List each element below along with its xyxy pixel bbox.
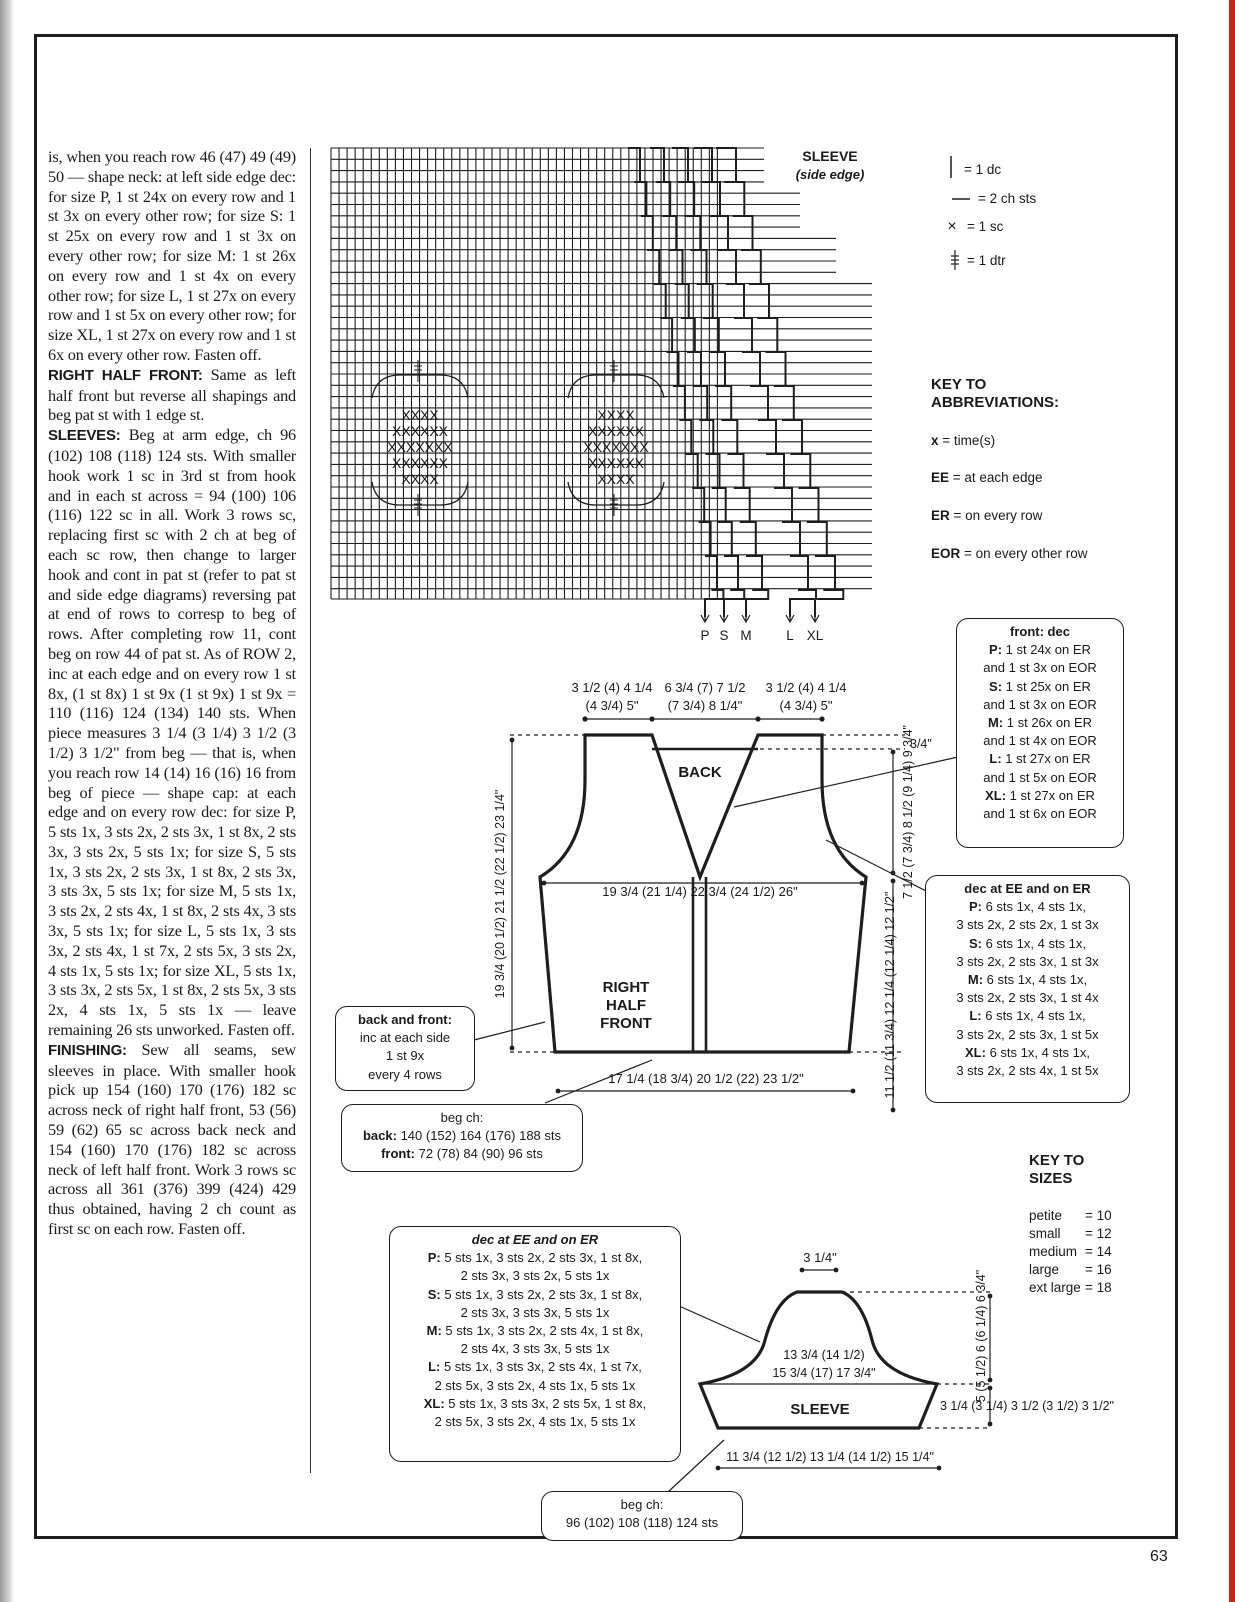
callout-line: 2 sts 3x, 3 sts 3x, 5 sts 1x bbox=[460, 1304, 610, 1320]
size-row-medium: medium = 14 bbox=[1029, 1244, 1112, 1259]
dim-lower-width: 17 1/4 (18 3/4) 20 1/2 (22) 23 1/2" bbox=[608, 1071, 804, 1086]
callout-line: M: 1 st 26x on ER bbox=[987, 715, 1093, 731]
beg-ch-callout: beg ch: back: 140 (152) 164 (176) 188 sts front: 72 (78) 84 (90) 96 sts bbox=[341, 1104, 583, 1172]
callout-line: M: 5 sts 1x, 3 sts 2x, 2 sts 4x, 1 st 8x, bbox=[426, 1323, 644, 1339]
size-marker-label: S bbox=[719, 628, 729, 643]
callout-line: and 1 st 3x on EOR bbox=[983, 696, 1097, 712]
sleeve-dim-cap-height: 5 (5 1/2) 6 (6 1/4) 6 3/4" bbox=[974, 1269, 988, 1403]
size-row-large: large = 16 bbox=[1029, 1262, 1112, 1277]
dim-neck-b: (7 3/4) 8 1/4" bbox=[667, 698, 743, 713]
callout-line: 3 sts 2x, 2 sts 3x, 1 st 3x bbox=[956, 953, 1099, 969]
paragraph-neck-shaping: is, when you reach row 46 (47) 49 (49) 50 — shape neck: at left side edge dec: for size P, 1 st 24x on every row and 1 st 3x on every other row; for size S: 1 st 25x on every row and 1 st 3x on every other row; for size M: 1 st 26x on every row and 1 st 4x on every other row; for size L, 1 st 27x on every row and 1 st 5x on every other row; for size XL, 1 st 27x on every row and 1 st 6x on every other row. Fasten off. bbox=[48, 147, 296, 364]
callout-line: S: 6 sts 1x, 4 sts 1x, bbox=[968, 935, 1087, 951]
heading-finishing: FINISHING: bbox=[48, 1041, 127, 1059]
callout-line: S: 1 st 25x on ER bbox=[989, 678, 1091, 694]
callout-line: P: 1 st 24x on ER bbox=[989, 642, 1091, 658]
side-edge-line bbox=[716, 148, 843, 617]
size-marker-label: L bbox=[786, 628, 794, 643]
label-front-2: HALF bbox=[606, 997, 646, 1014]
dim-side-height: 11 1/2 (11 3/4) 12 1/4 (12 1/4) 12 1/2" bbox=[883, 891, 897, 1099]
sc-motif-row: XXXXXX bbox=[391, 455, 449, 471]
dim-neck-a: 6 3/4 (7) 7 1/2 bbox=[664, 680, 746, 695]
callout-line: 2 sts 3x, 3 sts 2x, 5 sts 1x bbox=[460, 1268, 610, 1284]
size-arrows bbox=[701, 605, 819, 622]
callout-line: and 1 st 3x on EOR bbox=[983, 660, 1097, 676]
chart-title: SLEEVE bbox=[802, 148, 858, 164]
callout-line: L: 5 sts 1x, 3 sts 3x, 2 sts 4x, 1 st 7x, bbox=[428, 1359, 642, 1375]
callout-line: and 1 st 4x on EOR bbox=[983, 733, 1097, 749]
abbrev-item-er: ER = on every row bbox=[931, 508, 1043, 523]
callout-line: XL: 6 sts 1x, 4 sts 1x, bbox=[965, 1044, 1090, 1060]
armhole-dec-callout: dec at EE and on ER P: 6 sts 1x, 4 sts 1x, 3 sts 2x, 2 sts 2x, 1 st 3x S: 6 sts 1x, 4 sts 1x, 3 sts 2x, 2 sts 3x, 1 st 3x M: 6 sts 1x, 4 sts 1x, 3 sts 2x, 2 sts 3x, 1 st 4x L: 6 sts 1x, 4 sts 1x, 3 sts 2x, 2 sts 3x, 1 st 5x XL: 6 sts 1x, 4 sts 1x, 3 sts 2x, 2 sts 4x, 1 st 5x bbox=[925, 875, 1130, 1103]
sc-symbol-icon: × bbox=[947, 218, 957, 235]
sleeve-dim-bottom: 11 3/4 (12 1/2) 13 1/4 (14 1/2) 15 1/4" bbox=[726, 1450, 934, 1464]
callout-line: 2 sts 5x, 3 sts 2x, 4 sts 1x, 5 sts 1x bbox=[434, 1414, 636, 1430]
sleeve-dim-inner-2: 15 3/4 (17) 17 3/4" bbox=[772, 1366, 876, 1380]
chart-subtitle: (side edge) bbox=[795, 167, 865, 182]
stitch-chart-grid bbox=[331, 148, 872, 599]
inc-leader bbox=[474, 1022, 545, 1040]
dim-shoulder-right-a: 3 1/2 (4) 4 1/4 bbox=[765, 680, 847, 695]
dim-armhole-height: 7 1/2 (7 3/4) 8 1/2 (9 1/4) 9 3/4" bbox=[901, 725, 915, 899]
front-dec-leader bbox=[734, 757, 958, 807]
callout-line: M: 6 sts 1x, 4 sts 1x, bbox=[967, 972, 1088, 988]
sizes-heading: KEY TO SIZES bbox=[1029, 1152, 1085, 1187]
front-dec-lines bbox=[963, 641, 1117, 823]
callout-line: 2 sts 4x, 3 sts 3x, 5 sts 1x bbox=[460, 1341, 610, 1357]
side-edge-line bbox=[650, 148, 744, 617]
dim-shoulder-left-b: (4 3/4) 5" bbox=[585, 698, 639, 713]
label-front-1: RIGHT bbox=[602, 979, 650, 996]
sc-motif-row: XXXX bbox=[597, 471, 635, 487]
size-markers bbox=[700, 628, 823, 643]
sc-motif-row: XXXXXX bbox=[587, 455, 645, 471]
sc-motif-row: XXXX bbox=[401, 471, 439, 487]
sleeve-beg-callout: beg ch: 96 (102) 108 (118) 124 sts bbox=[541, 1491, 743, 1541]
callout-line: L: 6 sts 1x, 4 sts 1x, bbox=[969, 1008, 1086, 1024]
sc-motif-row: XXXX bbox=[401, 407, 439, 423]
label-back: BACK bbox=[678, 764, 722, 781]
dim-total-height: 19 3/4 (20 1/2) 21 1/2 (22 1/2) 23 1/4" bbox=[493, 789, 507, 999]
legend-dc-label: = 1 dc bbox=[964, 162, 1002, 177]
sc-motif-row: XXXXXXX bbox=[583, 439, 649, 455]
sc-motif-row: XXXXXXX bbox=[387, 439, 453, 455]
callout-line: 3 sts 2x, 2 sts 3x, 1 st 5x bbox=[956, 1026, 1099, 1042]
callout-line: 3 sts 2x, 2 sts 3x, 1 st 4x bbox=[956, 990, 1099, 1006]
abbrev-heading: KEY TO ABBREVIATIONS: bbox=[931, 376, 1060, 411]
abbrev-item-eor: EOR = on every other row bbox=[931, 546, 1088, 561]
sc-motif-row: XXXX bbox=[597, 407, 635, 423]
sizes-list bbox=[1029, 1207, 1139, 1297]
label-front-3: FRONT bbox=[600, 1015, 652, 1032]
dim-chest: 19 3/4 (21 1/4) 22 3/4 (24 1/2) 26" bbox=[602, 884, 798, 899]
legend-sc-label: = 1 sc bbox=[967, 219, 1004, 234]
abbrev-item-times: x = time(s) bbox=[931, 433, 996, 448]
heading-right-half-front: RIGHT HALF FRONT: bbox=[48, 366, 203, 384]
callout-line: P: 6 sts 1x, 4 sts 1x, bbox=[968, 899, 1087, 915]
size-marker-label: P bbox=[700, 628, 710, 643]
stitch-chart-motifs bbox=[372, 360, 664, 516]
front-dec-callout: front: dec P: 1 st 24x on ER and 1 st 3x on EOR S: 1 st 25x on ER and 1 st 3x on EOR M: 1 st 26x on ER and 1 st 4x on EOR L: 1 st 27x on ER and 1 st 5x on EOR XL: 1 st 27x on ER and 1 st 6x on EOR bbox=[956, 618, 1124, 848]
paragraph-sleeves: SLEEVES: Beg at arm edge, ch 96 (102) 108 (118) 124 sts. With smaller hook work 1 sc in 3rd st from hook and in each st across = 94 (100) 106 (116) 122 sc in all. Work 3 rows sc, replacing first sc with 2 ch at beg of each sc row, then change to larger hook and cont in pat st (refer to pat st and side edge diagrams) reversing pat at end of rows to corresp to beg of rows. After completing row 11, cont beg on row 44 of pat st. As of ROW 2, inc at each edge and on every row 1 st 8x, (1 st 8x) 1 st 9x (1 st 9x) 1 st 9x = 110 (116) 124 (134) 140 sts. When piece measures 3 1/4 (3 1/4) 3 1/2 (3 1/2) 3 1/2" from beg — that is, when you reach row 14 (14) 16 (16) 16 from beg of piece — shape cap: at each edge and on every row dec: for size P, 5 sts 1x, 3 sts 2x, 2 sts 3x, 1 st 8x, 2 sts 3x, 3 sts 2x, 5 sts 1x; for size S, 5 sts 1x, 3 sts 2x, 2 sts 3x, 1 st 8x, 2 sts 3x, 3 sts 3x, 5 sts 1x; for size M, 5 sts 1x, 3 sts 2x, 2 sts 4x, 1 st 8x, 2 sts 4x, 3 sts 3x, 5 sts 1x; for size L, 5 sts 1x, 3 sts 3x, 2 sts 4x, 1 st 7x, 2 sts 5x, 3 sts 2x, 4 sts 1x, 5 sts 1x; for size XL, 5 sts 1x, 3 sts 3x, 2 sts 5x, 1 st 8x, 2 sts 5x, 3 sts 2x, 4 sts 1x, 5 sts 1x — leave remaining 26 sts unworked. Fasten off. bbox=[48, 425, 296, 1040]
callout-line: and 1 st 5x on EOR bbox=[983, 769, 1097, 785]
chain-arch bbox=[568, 375, 664, 398]
inc-callout: back and front: inc at each side 1 st 9x every 4 rows bbox=[335, 1006, 475, 1091]
sleeve-dec-leader bbox=[679, 1306, 760, 1342]
paragraph-right-half-front: RIGHT HALF FRONT: Same as left half front but reverse all shapings and beg pat st with 1 edge st. bbox=[48, 364, 296, 425]
dim-shoulder-slope: 3/4" bbox=[910, 737, 932, 751]
legend-dtr-label: = 1 dtr bbox=[967, 253, 1006, 268]
sleeve-dim-lower-height: 3 1/4 (3 1/4) 3 1/2 (3 1/2) 3 1/2" bbox=[940, 1399, 1114, 1413]
callout-line: and 1 st 6x on EOR bbox=[983, 806, 1097, 822]
sleeve-dec-lines bbox=[396, 1249, 674, 1431]
sc-motif-row: XXXXXX bbox=[587, 423, 645, 439]
callout-line: 3 sts 2x, 2 sts 2x, 1 st 3x bbox=[956, 917, 1099, 933]
heading-sleeves: SLEEVES: bbox=[48, 427, 121, 445]
callout-line: P: 5 sts 1x, 3 sts 2x, 2 sts 3x, 1 st 8x, bbox=[427, 1250, 643, 1266]
armhole-dec-lines bbox=[932, 898, 1123, 1080]
callout-line: 3 sts 2x, 2 sts 4x, 1 st 5x bbox=[956, 1063, 1099, 1079]
sleeve-dim-inner-1: 13 3/4 (14 1/2) bbox=[783, 1348, 865, 1362]
callout-line: S: 5 sts 1x, 3 sts 2x, 2 sts 3x, 1 st 8x, bbox=[427, 1286, 643, 1302]
paragraph-finishing: FINISHING: Sew all seams, sew sleeves in place. With smaller hook pick up 154 (160) 170 (176) 182 sc across neck of right half front, 53 (56) 59 (62) 65 sc across back neck and 154 (160) 170 (176) 182 sc across neck of left half front. Work 3 rows sc across all 361 (376) 399 (424) 429 thus obtained, having 2 ch count as first sc on each row. Fasten off. bbox=[48, 1039, 296, 1239]
dtr-symbol-icon bbox=[951, 250, 959, 270]
callout-line: XL: 1 st 27x on ER bbox=[985, 787, 1095, 803]
size-row-petite: petite = 10 bbox=[1029, 1208, 1112, 1223]
page-number: 63 bbox=[1150, 1548, 1168, 1565]
size-row-small: small = 12 bbox=[1029, 1226, 1112, 1241]
dim-shoulder-left-a: 3 1/2 (4) 4 1/4 bbox=[571, 680, 653, 695]
callout-line: L: 1 st 27x on ER bbox=[989, 751, 1091, 767]
size-row-ext-large: ext large = 18 bbox=[1029, 1280, 1112, 1295]
abbrev-item-ee: EE = at each edge bbox=[931, 470, 1043, 485]
size-marker-label: M bbox=[740, 628, 752, 643]
size-marker-label: XL bbox=[806, 628, 824, 643]
callout-line: 2 sts 5x, 3 sts 2x, 4 sts 1x, 5 sts 1x bbox=[434, 1377, 636, 1393]
sleeve-dec-callout: dec at EE and on ER P: 5 sts 1x, 3 sts 2x, 2 sts 3x, 1 st 8x, 2 sts 3x, 3 sts 2x, 5 sts 1x S: 5 sts 1x, 3 sts 2x, 2 sts 3x, 1 st 8x, 2 sts 3x, 3 sts 3x, 5 sts 1x M: 5 sts 1x, 3 sts 2x, 2 sts 4x, 1 st 8x, 2 sts 4x, 3 sts 3x, 5 sts 1x L: 5 sts 1x, 3 sts 3x, 2 sts 4x, 1 st 7x, 2 sts 5x, 3 sts 2x, 4 sts 1x, 5 sts 1x XL: 5 sts 1x, 3 sts 3x, 2 sts 5x, 1 st 8x, 2 sts 5x, 3 sts 2x, 4 sts 1x, 5 sts 1x bbox=[389, 1226, 681, 1462]
stitch-chart-side-edges bbox=[628, 148, 843, 617]
side-edge-line bbox=[672, 148, 768, 617]
callout-line: XL: 5 sts 1x, 3 sts 3x, 2 sts 5x, 1 st 8x, bbox=[423, 1395, 647, 1411]
legend-chain-label: = 2 ch sts bbox=[978, 191, 1037, 206]
label-sleeve: SLEEVE bbox=[790, 1401, 850, 1418]
sc-motif-row: XXXXXX bbox=[391, 423, 449, 439]
dim-shoulder-right-b: (4 3/4) 5" bbox=[779, 698, 833, 713]
sleeve-dim-top: 3 1/4" bbox=[803, 1250, 837, 1265]
